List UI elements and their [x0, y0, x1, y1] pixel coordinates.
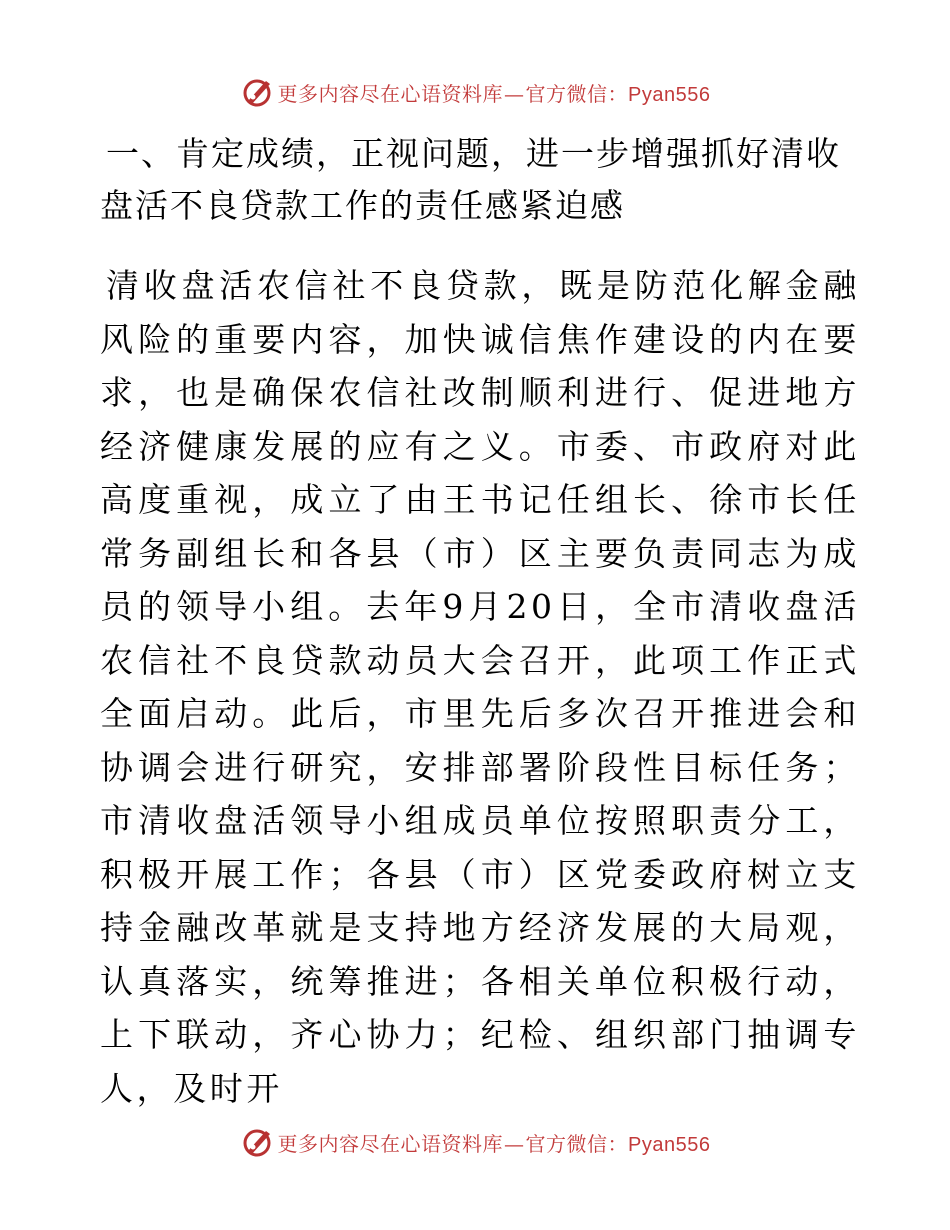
banner-wechat-account: Pyan556 — [628, 83, 711, 106]
banner-separator: — — [504, 1131, 525, 1156]
banner-text — [278, 1128, 711, 1157]
banner-wechat-account: Pyan556 — [628, 1133, 711, 1156]
footer-banner — [0, 1122, 950, 1162]
body-paragraph: 清收盘活农信社不良贷款，既是防范化解金融风险的重要内容，加快诚信焦作建设的内在要求，也是确保农信社改制顺利进行、促进地方经济健康发展的应有之义。市委、市政府对此高度重视，成立了由王书记任组长、徐市长任常务副组长和各县（市）区主要负责同志为成员的领导小组。去年9月20日，全市清收盘活农信社不良贷款动员大会召开，此项工作正式全面启动。此后，市里先后多次召开推进会和协调会进行研究，安排部署阶段性目标任务；市清收盘活领导小组成员单位按照职责分工，积极开展工作；各县（市）区党委政府树立支持金融改革就是支持地方经济发展的大局观，认真落实，统筹推进；各相关单位积极行动，上下联动，齐心协力；纪检、组织部门抽调专人，及时开 — [100, 266, 860, 1108]
banner-wechat-label: 官方微信： — [525, 1131, 629, 1156]
header-banner — [0, 72, 950, 112]
document-body — [100, 118, 860, 1115]
pen-circle-logo-icon — [240, 75, 274, 109]
pen-circle-logo-icon — [240, 1125, 274, 1159]
banner-promo-text: 更多内容尽在心语资料库 — [277, 1131, 504, 1156]
banner-separator: — — [504, 81, 525, 106]
section-heading: 一、肯定成绩，正视问题，进一步增强抓好清收盘活不良贷款工作的责任感紧迫感 — [100, 134, 841, 225]
banner-promo-text: 更多内容尽在心语资料库 — [277, 81, 504, 106]
banner-text — [278, 78, 711, 107]
banner-wechat-label: 官方微信： — [525, 81, 629, 106]
